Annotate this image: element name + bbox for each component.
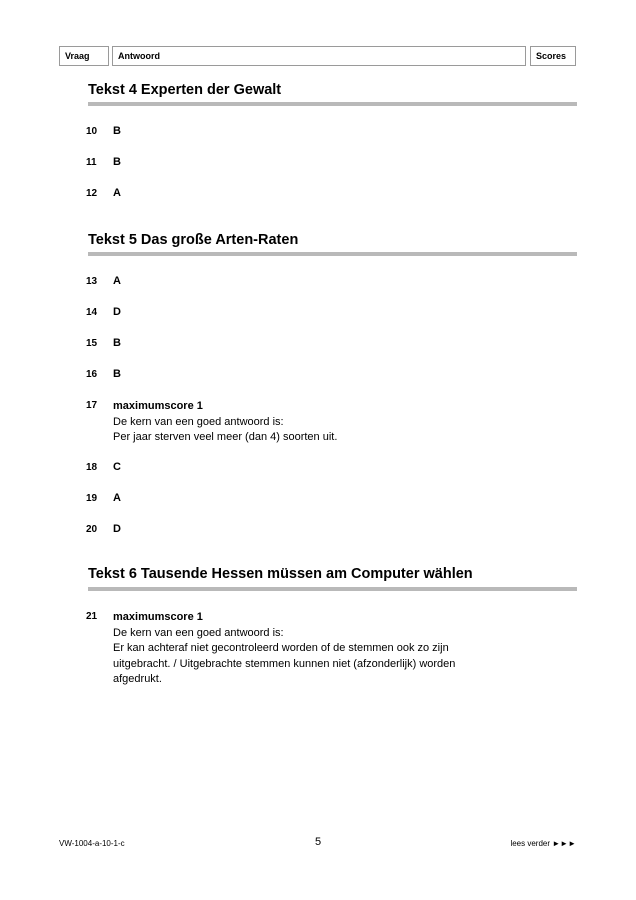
question-answer: B — [113, 337, 121, 349]
header-scores: Scores — [530, 46, 576, 66]
continue-label: lees verder ►►► — [510, 839, 576, 848]
answer-line: Er kan achteraf niet gecontroleerd worden of de stemmen ook zo zijn — [113, 642, 449, 655]
section-divider — [88, 587, 577, 591]
answer-block — [113, 399, 533, 446]
section-title: Tekst 5 Das große Arten-Raten — [88, 232, 299, 248]
answer-line: De kern van een goed antwoord is: — [113, 415, 284, 428]
question-number: 12 — [86, 188, 98, 199]
question-number: 11 — [86, 157, 97, 168]
question-number: 16 — [86, 369, 98, 380]
question-number: 14 — [86, 307, 98, 318]
question-number: 17 — [86, 400, 98, 411]
header-vraag: Vraag — [59, 46, 109, 66]
header-antwoord: Antwoord — [112, 46, 526, 66]
question-number: 19 — [86, 493, 98, 504]
question-answer: A — [113, 187, 121, 199]
question-answer: A — [113, 492, 121, 504]
answer-line: Per jaar sterven veel meer (dan 4) soorten uit. — [113, 431, 338, 444]
question-number: 13 — [86, 276, 98, 287]
maximumscore-label: maximumscore 1 — [113, 400, 203, 412]
question-number: 10 — [86, 126, 98, 137]
section-divider — [88, 252, 577, 256]
question-answer: D — [113, 523, 121, 535]
question-answer: D — [113, 306, 121, 318]
question-answer: B — [113, 368, 121, 380]
answer-line: uitgebracht. / Uitgebrachte stemmen kunnen niet (afzonderlijk) worden — [113, 657, 456, 670]
document-code: VW-1004-a-10-1-c — [59, 839, 125, 848]
page-number: 5 — [314, 836, 322, 848]
answer-line: afgedrukt. — [113, 673, 162, 686]
answer-line: De kern van een goed antwoord is: — [113, 626, 284, 639]
question-number: 15 — [86, 338, 98, 349]
section-title: Tekst 4 Experten der Gewalt — [88, 82, 282, 98]
answer-block — [113, 610, 533, 688]
question-answer: A — [113, 275, 121, 287]
question-answer: C — [113, 461, 121, 473]
maximumscore-label: maximumscore 1 — [113, 611, 203, 623]
question-answer: B — [113, 156, 121, 168]
section-title: Tekst 6 Tausende Hessen müssen am Computer wählen — [88, 566, 473, 582]
question-number: 21 — [86, 611, 98, 622]
question-number: 20 — [86, 524, 98, 535]
question-number: 18 — [86, 462, 98, 473]
question-answer: B — [113, 125, 121, 137]
section-divider — [88, 102, 577, 106]
